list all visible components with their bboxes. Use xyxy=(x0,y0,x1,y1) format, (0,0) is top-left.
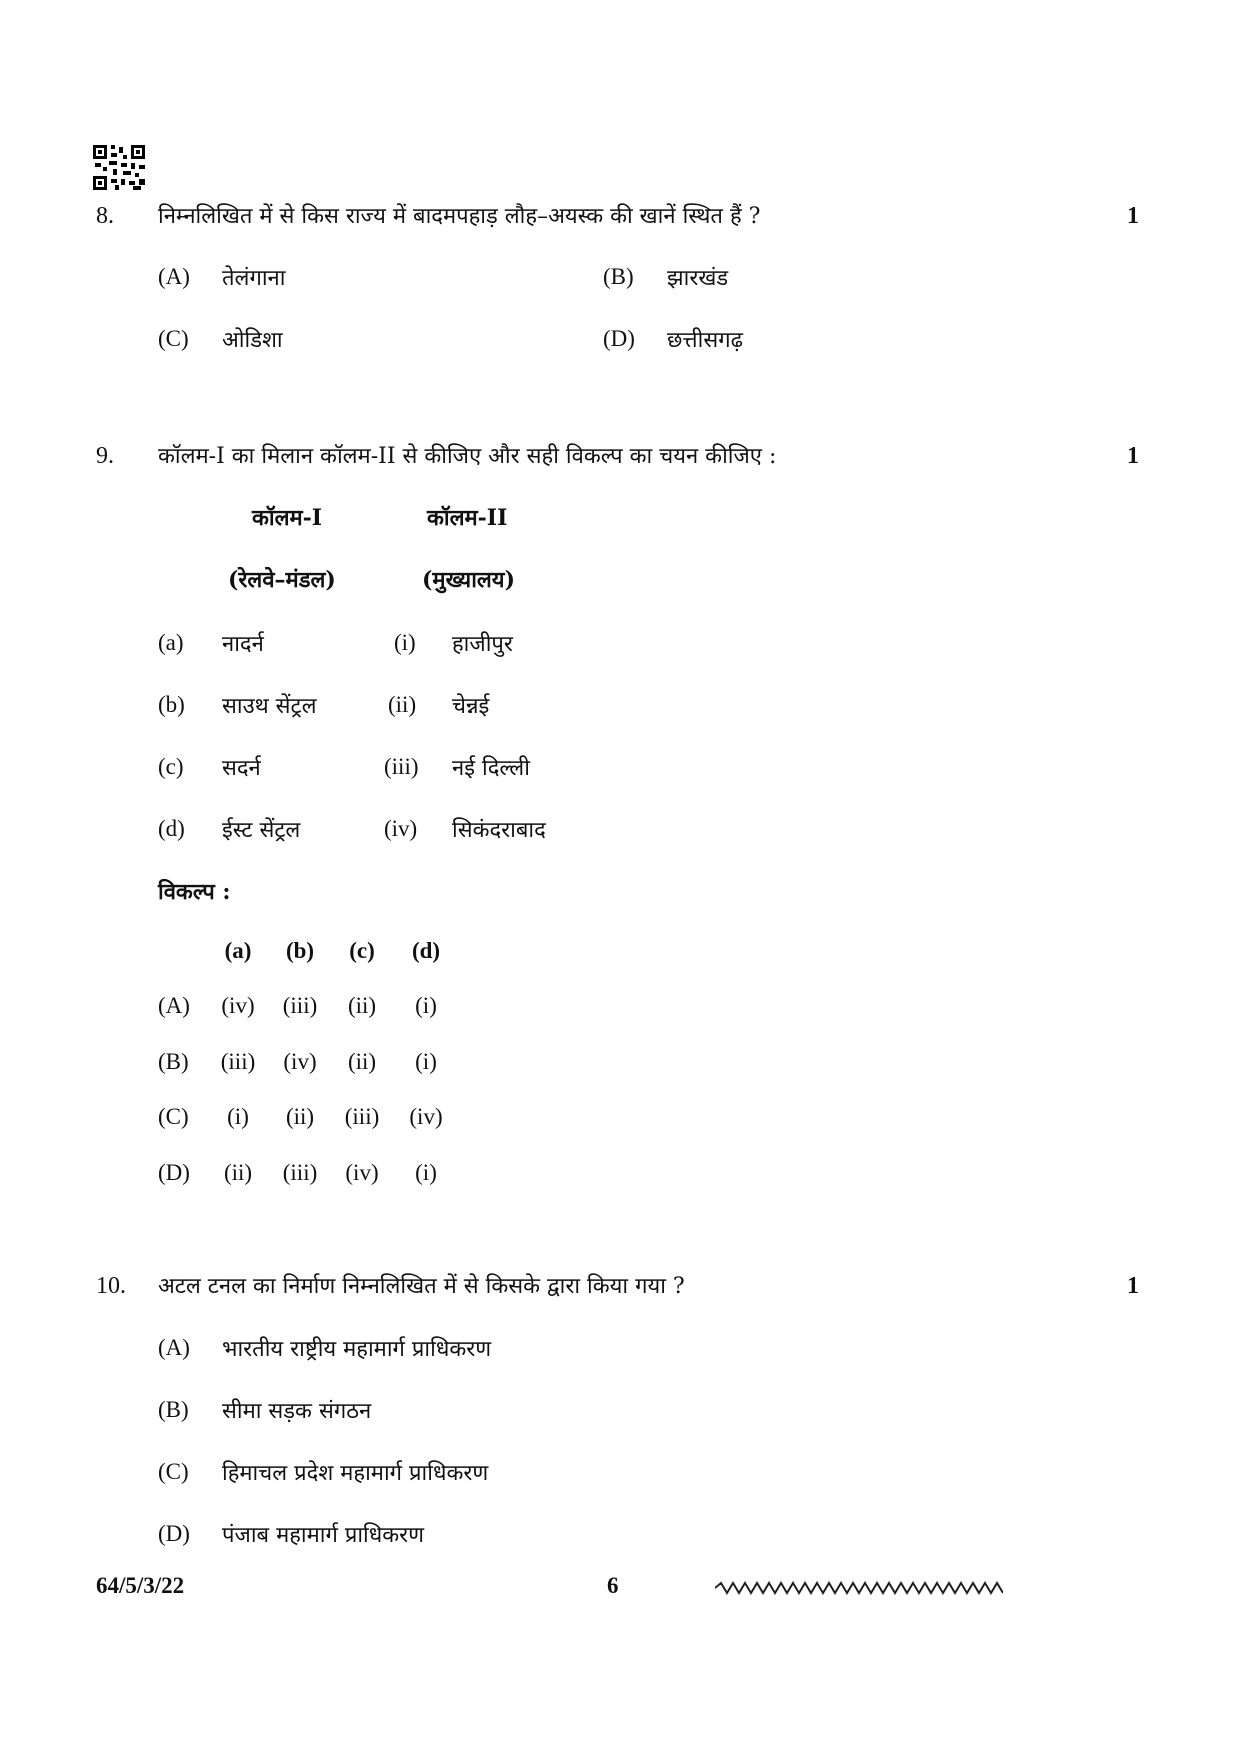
item-text: नई दिल्ली xyxy=(452,756,530,781)
choices-title: विकल्प : xyxy=(158,879,231,905)
option-text: पंजाब महामार्ग प्राधिकरण xyxy=(222,1523,425,1548)
item-text: चेन्नई xyxy=(452,694,490,719)
column-2-subheader: (मुख्यालय) xyxy=(422,567,515,593)
option-label: (A) xyxy=(158,1335,190,1360)
question-text: निम्नलिखित में से किस राज्य में बादमपहाड़ लौह–अयस्क की खानें स्थित हैं ? xyxy=(158,204,761,229)
choice-value: (ii) xyxy=(223,1160,253,1185)
column-2-header: कॉलम-II xyxy=(427,505,508,531)
choice-value: (iv) xyxy=(221,993,255,1018)
choice-label: (B) xyxy=(158,1049,189,1074)
option-label: (D) xyxy=(158,1521,190,1546)
choice-value: (i) xyxy=(415,1160,437,1185)
question-marks: 1 xyxy=(1127,443,1139,469)
column-1-subheader: (रेलवे–मंडल) xyxy=(228,567,336,593)
choice-header: (d) xyxy=(411,938,441,963)
choice-label: (D) xyxy=(158,1160,190,1185)
item-text: साउथ सेंट्रल xyxy=(222,694,317,719)
page-number: 6 xyxy=(607,1573,619,1598)
wavy-line-icon xyxy=(715,1580,1003,1594)
choice-label: (A) xyxy=(158,993,190,1018)
option-label: (B) xyxy=(158,1397,189,1422)
option-label: (D) xyxy=(603,326,635,351)
choice-value: (iv) xyxy=(345,1160,379,1185)
option-text: भारतीय राष्ट्रीय महामार्ग प्राधिकरण xyxy=(222,1337,492,1362)
choice-value: (ii) xyxy=(347,1049,377,1074)
item-text: सदर्न xyxy=(222,756,261,781)
paper-code: 64/5/3/22 xyxy=(96,1573,185,1598)
choice-value: (iii) xyxy=(282,1160,318,1185)
item-label: (iv) xyxy=(384,816,418,841)
choice-value: (i) xyxy=(227,1104,249,1129)
choice-value: (iii) xyxy=(282,993,318,1018)
item-label: (d) xyxy=(158,816,185,841)
question-marks: 1 xyxy=(1127,1273,1139,1299)
choice-value: (i) xyxy=(415,993,437,1018)
choice-value: (iii) xyxy=(220,1049,256,1074)
question-text: अटल टनल का निर्माण निम्नलिखित में से किसके द्वारा किया गया ? xyxy=(158,1274,685,1299)
item-label: (i) xyxy=(394,630,416,655)
choice-value: (iii) xyxy=(344,1104,380,1129)
choice-value: (i) xyxy=(415,1049,437,1074)
choice-header: (a) xyxy=(224,938,252,963)
option-text: हिमाचल प्रदेश महामार्ग प्राधिकरण xyxy=(222,1461,489,1486)
choice-label: (C) xyxy=(158,1104,189,1129)
item-text: नादर्न xyxy=(222,632,264,657)
option-label: (C) xyxy=(158,1459,189,1484)
item-label: (b) xyxy=(158,692,185,717)
item-text: सिकंदराबाद xyxy=(452,818,546,843)
question-number: 8. xyxy=(96,203,114,229)
option-text: झारखंड xyxy=(667,266,729,291)
option-text: ओडिशा xyxy=(222,328,283,353)
option-label: (A) xyxy=(158,264,190,289)
choice-value: (ii) xyxy=(347,993,377,1018)
item-label: (a) xyxy=(158,630,184,655)
choice-value: (ii) xyxy=(285,1104,315,1129)
option-text: सीमा सड़क संगठन xyxy=(222,1399,372,1424)
option-text: तेलंगाना xyxy=(222,266,286,291)
question-marks: 1 xyxy=(1127,203,1139,229)
column-1-header: कॉलम-I xyxy=(252,505,323,531)
item-text: हाजीपुर xyxy=(452,632,513,657)
choice-value: (iv) xyxy=(409,1104,443,1129)
choice-value: (iv) xyxy=(283,1049,317,1074)
option-label: (B) xyxy=(603,264,634,289)
question-text: कॉलम-I का मिलान कॉलम-II से कीजिए और सही विकल्प का चयन कीजिए : xyxy=(158,444,777,469)
question-number: 10. xyxy=(96,1273,126,1299)
item-label: (ii) xyxy=(388,692,417,717)
item-text: ईस्ट सेंट्रल xyxy=(222,818,301,843)
item-label: (iii) xyxy=(384,754,419,779)
qr-code-icon xyxy=(93,145,145,190)
choice-header: (b) xyxy=(285,938,315,963)
question-number: 9. xyxy=(96,443,114,469)
choice-header: (c) xyxy=(349,938,375,963)
item-label: (c) xyxy=(158,754,184,779)
option-label: (C) xyxy=(158,326,189,351)
option-text: छत्तीसगढ़ xyxy=(667,328,743,353)
